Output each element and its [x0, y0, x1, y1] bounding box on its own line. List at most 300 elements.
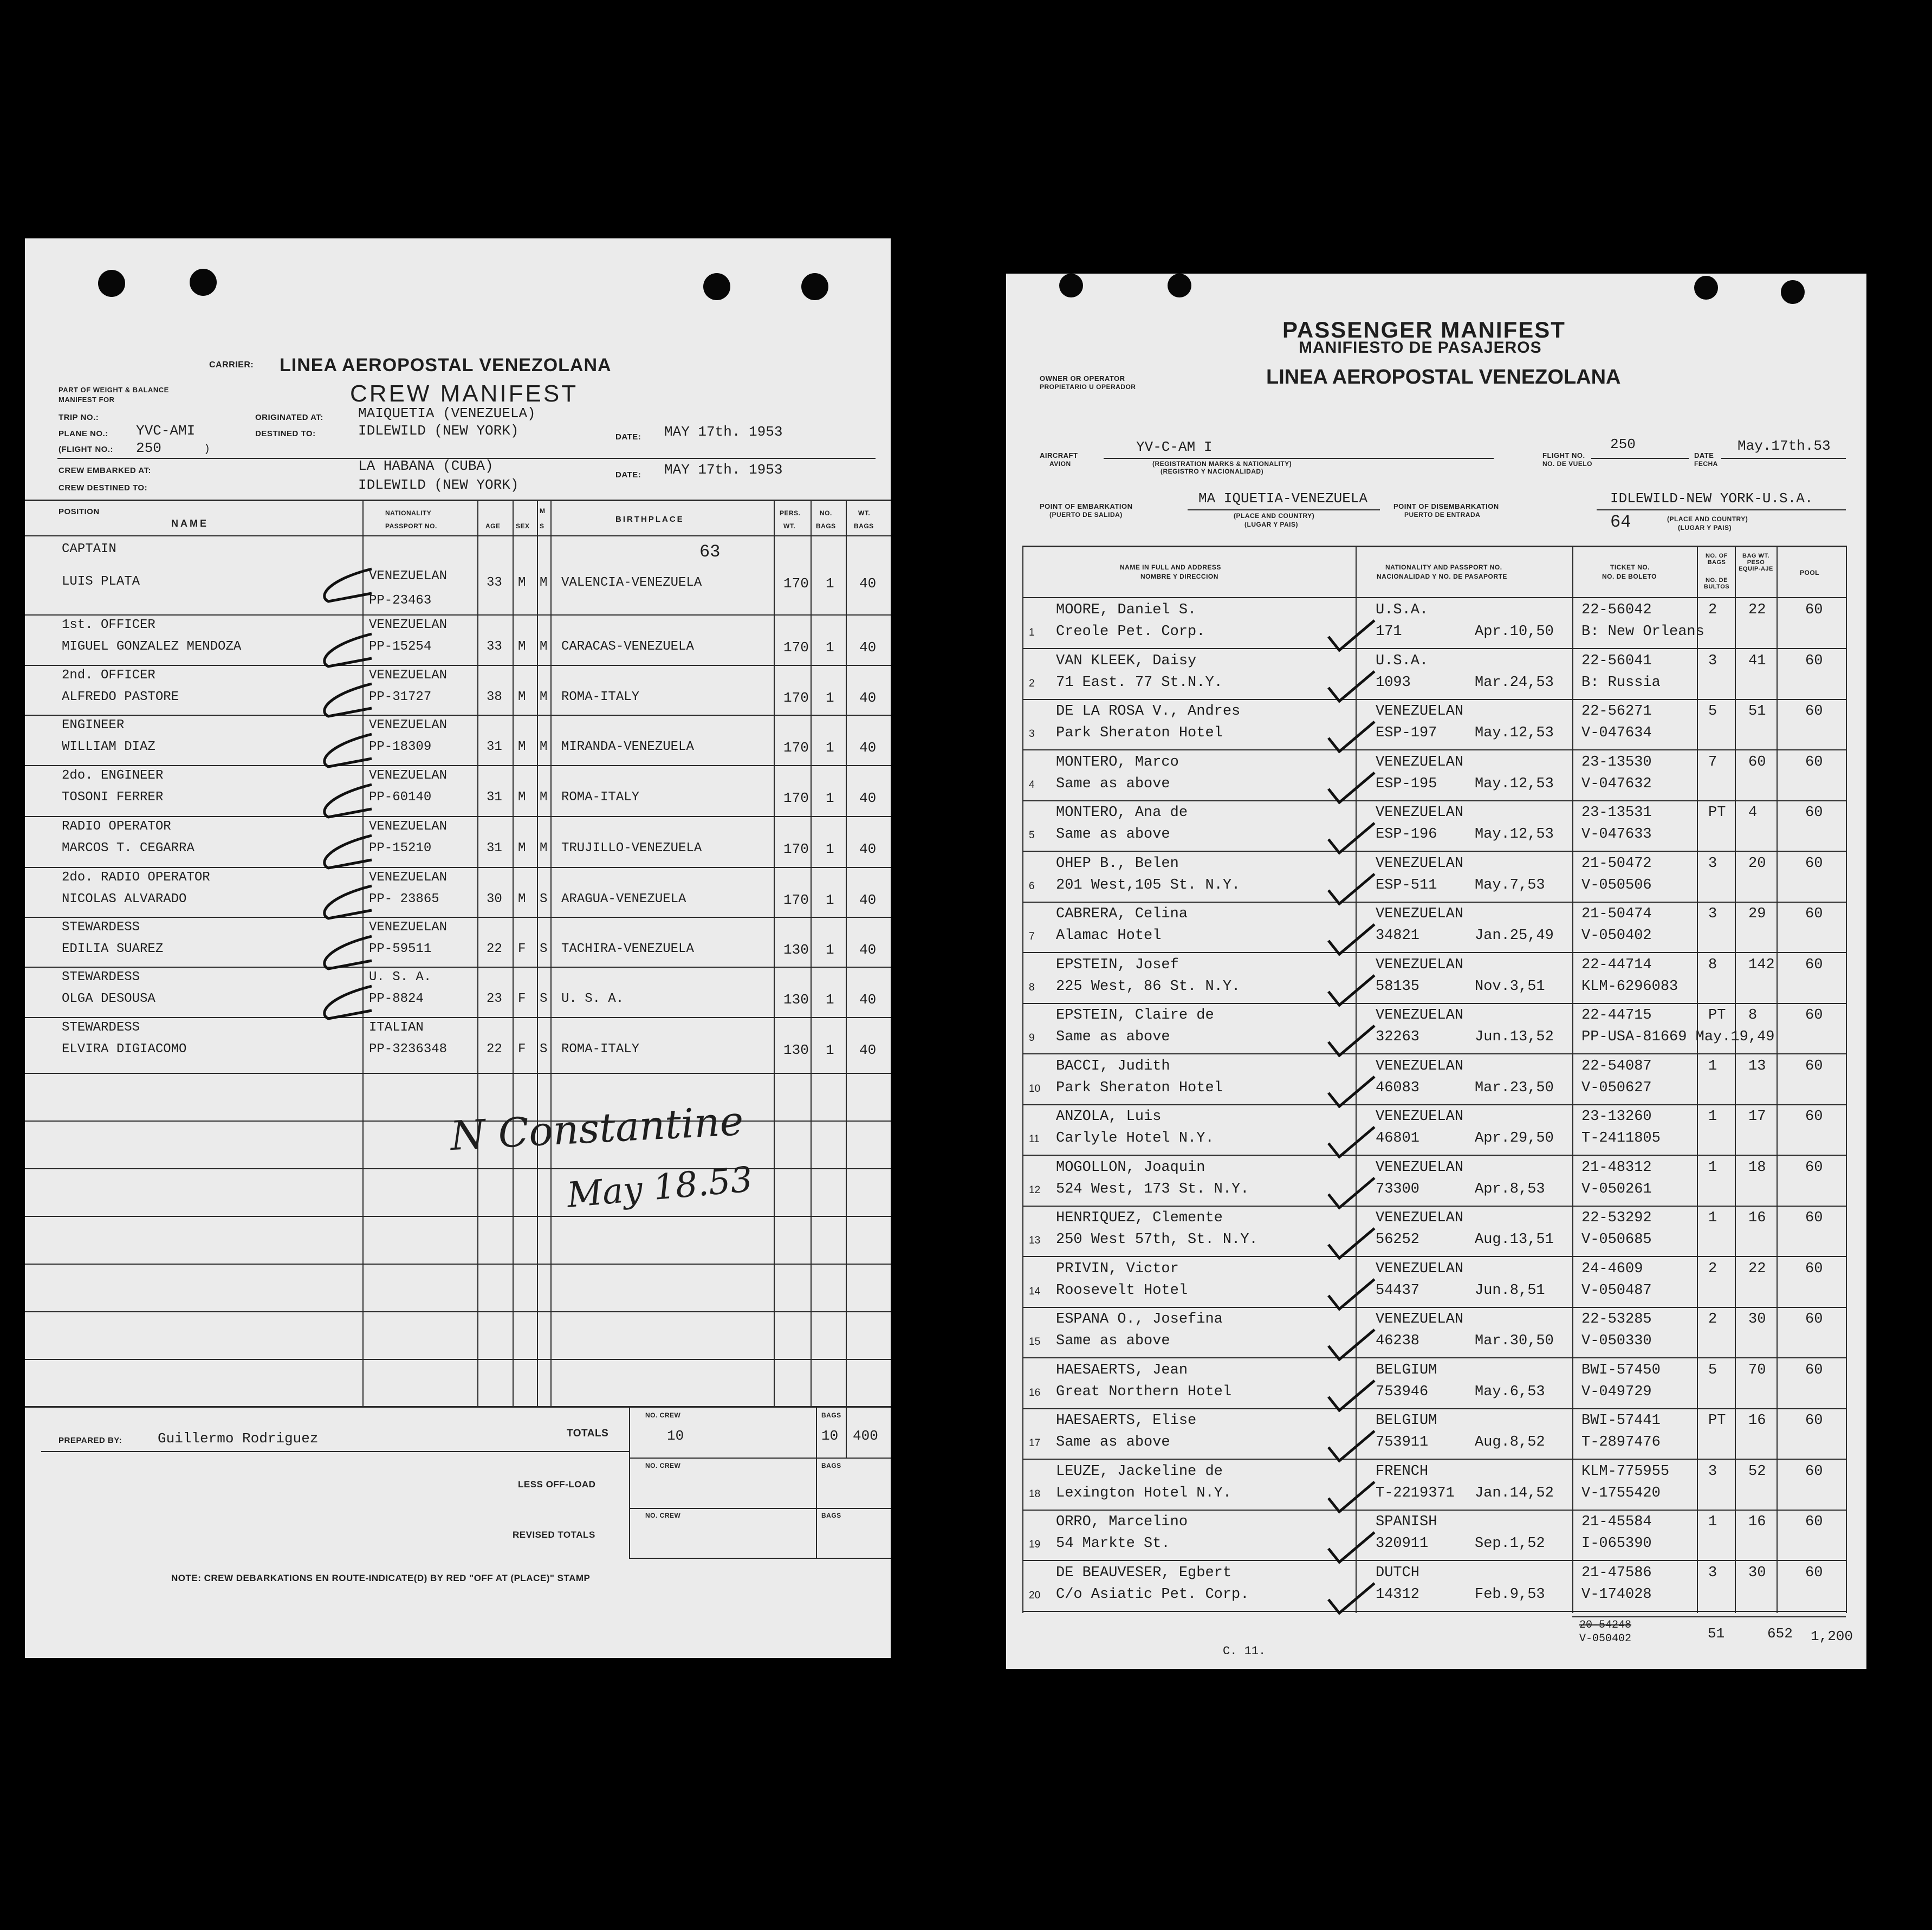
crew-bag-weight: 40 [859, 1042, 877, 1058]
ticket-number: 23-13531 [1581, 805, 1652, 821]
col-pers: PERS. [780, 509, 801, 517]
ticket-reference: B: Russia [1581, 675, 1661, 691]
no-crew-label: NO. CREW [645, 1462, 681, 1469]
place-label-es: (LUGAR Y PAIS) [1244, 521, 1299, 528]
passenger-name: MONTERO, Marco [1056, 754, 1179, 770]
col-age: AGE [485, 522, 501, 530]
crew-age: 33 [487, 575, 502, 590]
check-mark [1328, 1583, 1375, 1613]
crew-bag-weight: 40 [859, 841, 877, 857]
bag-weight: 22 [1748, 1261, 1766, 1277]
ticket-reference: V-047632 [1581, 776, 1652, 792]
passenger-name: HENRIQUEZ, Clemente [1056, 1210, 1223, 1226]
crew-passport: PP-8824 [369, 992, 424, 1006]
row-divider [25, 715, 891, 716]
row-divider [25, 1264, 891, 1265]
pool-value: 60 [1805, 1160, 1823, 1176]
crew-passport: PP- 23865 [369, 892, 439, 906]
check-mark [325, 986, 372, 1019]
crew-passport: PP-15210 [369, 841, 432, 856]
check-mark [325, 569, 372, 601]
punch-hole [190, 269, 217, 296]
bag-count: 8 [1708, 957, 1717, 973]
col-name: NAME [171, 518, 209, 529]
ticket-number: 21-45584 [1581, 1514, 1652, 1530]
check-mark [1328, 1532, 1375, 1562]
passenger-name: ORRO, Marcelino [1056, 1514, 1188, 1530]
punch-hole [703, 273, 730, 300]
passenger-address: Alamac Hotel [1056, 928, 1162, 944]
row-divider [25, 816, 891, 817]
pool-value: 60 [1805, 1413, 1823, 1429]
crew-personal-weight: 130 [783, 1042, 809, 1058]
passenger-name: PRIVIN, Victor [1056, 1261, 1179, 1277]
crew-personal-weight: 170 [783, 892, 809, 908]
crew-position: 1st. OFFICER [62, 618, 155, 632]
bag-count: 1 [1708, 1058, 1717, 1074]
passenger-name: DE LA ROSA V., Andres [1056, 703, 1241, 720]
bag-weight: 142 [1748, 957, 1775, 973]
place-label-es-2: (LUGAR Y PAIS) [1678, 524, 1732, 532]
passport-number: 73300 [1376, 1181, 1420, 1197]
crew-age: 30 [487, 892, 502, 906]
row-divider [25, 765, 891, 766]
bag-weight: 18 [1748, 1160, 1766, 1176]
total-bags: 51 [1708, 1625, 1725, 1642]
passenger-name: VAN KLEEK, Daisy [1056, 653, 1197, 669]
passport-number: 753911 [1376, 1434, 1429, 1450]
date-label-es: FECHA [1694, 460, 1718, 468]
row-divider [1022, 1611, 1846, 1612]
passenger-nationality: VENEZUELAN [1376, 1261, 1464, 1277]
bag-weight: 52 [1748, 1463, 1766, 1480]
row-divider [1022, 1256, 1846, 1257]
crew-sex: M [518, 690, 526, 704]
crew-marital-status: M [540, 575, 548, 590]
col-bags: NO. OF BAGS [1706, 553, 1728, 566]
check-mark [1328, 1330, 1375, 1359]
passenger-address: Park Sheraton Hotel [1056, 725, 1223, 741]
passport-number: 46801 [1376, 1130, 1420, 1147]
bag-count: PT [1708, 1007, 1726, 1024]
crew-birthplace: ARAGUA-VENEZUELA [561, 892, 686, 906]
passport-number: 58135 [1376, 979, 1420, 995]
passenger-nationality: VENEZUELAN [1376, 957, 1464, 973]
crew-nationality: VENEZUELAN [369, 618, 448, 632]
row-number: 9 [1029, 1032, 1035, 1044]
crew-personal-weight: 170 [783, 740, 809, 756]
bag-count: 3 [1708, 856, 1717, 872]
date-value: MAY 17th. 1953 [664, 424, 783, 440]
col-pers-wt: WT. [783, 522, 796, 530]
row-number: 16 [1029, 1387, 1041, 1398]
check-mark [1328, 1228, 1375, 1258]
row-divider [1022, 952, 1846, 953]
passenger-nationality: VENEZUELAN [1376, 1058, 1464, 1074]
flight-no-label: (FLIGHT NO.: [59, 445, 113, 454]
passenger-name: OHEP B., Belen [1056, 856, 1179, 872]
crew-passport: PP-18309 [369, 740, 432, 754]
ticket-number: 22-56271 [1581, 703, 1652, 720]
row-divider [25, 1216, 891, 1217]
passenger-address: Great Northern Hotel [1056, 1384, 1232, 1400]
crew-name: OLGA DESOUSA [62, 992, 155, 1006]
bag-count: 3 [1708, 1565, 1717, 1581]
crew-sex: M [518, 575, 526, 590]
crew-personal-weight: 170 [783, 690, 809, 706]
bag-count: 3 [1708, 906, 1717, 922]
disembark-label-es: PUERTO DE ENTRADA [1404, 511, 1481, 519]
pool-value: 60 [1805, 957, 1823, 973]
punch-hole [801, 273, 828, 300]
disembark-label: POINT OF DISEMBARKATION [1393, 502, 1499, 510]
passenger-nationality: FRENCH [1376, 1463, 1429, 1480]
pool-value: 60 [1805, 1058, 1823, 1074]
col-bag-weight: BAG WT. PESO EQUIP-AJE [1739, 553, 1773, 572]
passenger-nationality: VENEZUELAN [1376, 805, 1464, 821]
passenger-nationality: VENEZUELAN [1376, 1109, 1464, 1125]
row-number: 14 [1029, 1286, 1041, 1297]
passport-date: Aug.8,52 [1475, 1434, 1545, 1450]
crew-age: 31 [487, 790, 502, 805]
ticket-number: 21-47586 [1581, 1565, 1652, 1581]
bag-weight: 30 [1748, 1565, 1766, 1581]
crew-personal-weight: 130 [783, 942, 809, 958]
bag-count: 5 [1708, 703, 1717, 720]
footer-note: NOTE: CREW DEBARKATIONS EN ROUTE-INDICATE(D) BY RED "OFF AT (PLACE)" STAMP [171, 1573, 591, 1583]
passenger-manifest-sheet [1006, 274, 1866, 1669]
col-wt-bags: BAGS [854, 522, 874, 530]
col-ticket: TICKET NO. [1610, 564, 1650, 571]
bag-weight: 16 [1748, 1413, 1766, 1429]
passport-date: Mar.24,53 [1475, 675, 1554, 691]
crew-embarked-value: LA HABANA (CUBA) [358, 458, 494, 474]
passenger-address: Creole Pet. Corp. [1056, 624, 1205, 640]
crew-name: ALFREDO PASTORE [62, 690, 179, 704]
passenger-nationality: VENEZUELAN [1376, 856, 1464, 872]
crew-marital-status: S [540, 942, 548, 956]
crew-name: NICOLAS ALVARADO [62, 892, 187, 906]
passport-date: Nov.3,51 [1475, 979, 1545, 995]
col-pool: POOL [1800, 569, 1820, 577]
ticket-number: 21-50472 [1581, 856, 1652, 872]
crew-birthplace: TACHIRA-VENEZUELA [561, 942, 694, 956]
passenger-nationality: SPANISH [1376, 1514, 1437, 1530]
check-mark [325, 684, 372, 716]
pool-value: 60 [1805, 1514, 1823, 1530]
passport-number: 56252 [1376, 1232, 1420, 1248]
col-nationality: NATIONALITY AND PASSPORT NO. [1385, 564, 1502, 571]
passport-date: Mar.23,50 [1475, 1080, 1554, 1096]
passenger-nationality: VENEZUELAN [1376, 1311, 1464, 1327]
crew-sex: F [518, 992, 526, 1006]
crew-name: EDILIA SUAREZ [62, 942, 164, 956]
embark-label-es: (PUERTO DE SALIDA) [1049, 511, 1123, 519]
check-mark [1328, 1026, 1375, 1055]
crew-name: LUIS PLATA [62, 574, 140, 589]
aircraft-value: YV-C-AM I [1136, 439, 1213, 455]
crew-age: 31 [487, 740, 502, 754]
ticket-number: 21-50474 [1581, 906, 1652, 922]
punch-hole [1168, 274, 1191, 297]
page-number: 64 [1610, 512, 1631, 532]
carrier-name: LINEA AEROPOSTAL VENEZOLANA [280, 355, 612, 375]
col-bags: BAGS [816, 522, 836, 530]
date-label-2: DATE: [615, 470, 641, 480]
row-divider [1022, 851, 1846, 852]
passenger-nationality: U.S.A. [1376, 602, 1429, 618]
flight-label: FLIGHT NO. [1542, 451, 1585, 459]
col-ms-m: M [540, 507, 546, 515]
passenger-name: MONTERO, Ana de [1056, 805, 1188, 821]
crew-nationality: VENEZUELAN [369, 920, 448, 935]
check-mark [325, 785, 372, 817]
row-number: 7 [1029, 931, 1035, 942]
row-divider [1022, 1510, 1846, 1511]
col-no: NO. [820, 509, 832, 517]
col-position: POSITION [59, 507, 100, 516]
bag-weight: 16 [1748, 1514, 1766, 1530]
crew-age: 22 [487, 942, 502, 956]
crew-bag-weight: 40 [859, 892, 877, 908]
passenger-name: HAESAERTS, Jean [1056, 1362, 1188, 1378]
passport-number: 46238 [1376, 1333, 1420, 1349]
bag-weight: 60 [1748, 754, 1766, 770]
owner-label: OWNER OR OPERATOR [1040, 374, 1125, 383]
col-nationality-es: NACIONALIDAD Y NO. DE PASAPORTE [1377, 573, 1507, 580]
crew-bag-count: 1 [826, 639, 834, 656]
ticket-reference: V-050506 [1581, 877, 1652, 893]
crew-nationality: VENEZUELAN [369, 569, 448, 584]
check-mark [1328, 620, 1375, 650]
crew-bag-count: 1 [826, 992, 834, 1008]
passenger-address: 250 West 57th, St. N.Y. [1056, 1232, 1258, 1248]
passport-number: ESP-195 [1376, 776, 1437, 792]
passenger-address: Lexington Hotel N.Y. [1056, 1485, 1232, 1501]
crew-position: STEWARDESS [62, 920, 140, 935]
embark-label: POINT OF EMBARKATION [1040, 502, 1133, 510]
passport-date: Jun.13,52 [1475, 1029, 1554, 1045]
col-name: NAME IN FULL AND ADDRESS [1120, 564, 1221, 571]
crew-birthplace: ROMA-ITALY [561, 690, 640, 704]
bag-weight: 16 [1748, 1210, 1766, 1226]
crew-bag-count: 1 [826, 690, 834, 706]
check-mark [1328, 1381, 1375, 1410]
ticket-reference: V-174028 [1581, 1586, 1652, 1603]
passenger-address: 201 West,105 St. N.Y. [1056, 877, 1241, 893]
check-mark [1328, 924, 1375, 954]
passport-date: Feb.9,53 [1475, 1586, 1545, 1603]
bag-weight: 51 [1748, 703, 1766, 720]
punch-hole [1694, 276, 1718, 300]
pool-value: 60 [1805, 1565, 1823, 1581]
flight-no: 250 [136, 440, 161, 456]
crew-bag-count: 1 [826, 892, 834, 908]
passenger-address: Carlyle Hotel N.Y. [1056, 1130, 1214, 1147]
crew-position: STEWARDESS [62, 1020, 140, 1035]
crew-bag-weight: 40 [859, 690, 877, 706]
ticket-reference: V-050402 [1581, 928, 1652, 944]
row-divider [1022, 1155, 1846, 1156]
date-value: May.17th.53 [1737, 438, 1831, 454]
crew-bag-count: 1 [826, 841, 834, 857]
passenger-name: ANZOLA, Luis [1056, 1109, 1162, 1125]
row-number: 2 [1029, 678, 1035, 689]
col-ms-s: S [540, 522, 544, 530]
ticket-reference: V-049729 [1581, 1384, 1652, 1400]
passport-number: T-2219371 [1376, 1485, 1455, 1501]
row-divider [25, 867, 891, 868]
passenger-address: 524 West, 173 St. N.Y. [1056, 1181, 1249, 1197]
row-number: 4 [1029, 779, 1035, 791]
check-mark [1328, 1127, 1375, 1157]
crew-marital-status: M [540, 740, 548, 754]
crew-bag-weight: 40 [859, 575, 877, 592]
bag-weight: 30 [1748, 1311, 1766, 1327]
carrier-label: CARRIER: [209, 360, 254, 370]
passenger-address: Same as above [1056, 1434, 1170, 1450]
crew-sex: M [518, 841, 526, 856]
crew-marital-status: M [540, 790, 548, 805]
flight-label-es: NO. DE VUELO [1542, 460, 1593, 468]
place-label-2: (PLACE AND COUNTRY) [1667, 515, 1748, 523]
crew-sex: M [518, 639, 526, 654]
passenger-name: MOGOLLON, Joaquin [1056, 1160, 1205, 1176]
crew-bag-weight: 40 [859, 992, 877, 1008]
pool-value: 60 [1805, 805, 1823, 821]
page-number: 63 [699, 542, 721, 562]
passenger-name: HAESAERTS, Elise [1056, 1413, 1197, 1429]
row-divider [1022, 1408, 1846, 1409]
ticket-reference: V-1755420 [1581, 1485, 1661, 1501]
crew-position: RADIO OPERATOR [62, 819, 171, 834]
signature-date: May 18.53 [565, 1160, 754, 1216]
bag-count: 2 [1708, 1311, 1717, 1327]
col-birthplace: BIRTHPLACE [615, 515, 684, 524]
row-divider [1022, 1459, 1846, 1460]
trip-no-label: TRIP NO.: [59, 413, 99, 422]
crew-birthplace: VALENCIA-VENEZUELA [561, 575, 702, 590]
passenger-nationality: U.S.A. [1376, 653, 1429, 669]
row-divider [25, 967, 891, 968]
bag-count: 3 [1708, 1463, 1717, 1480]
passport-date: Apr.8,53 [1475, 1181, 1545, 1197]
row-divider [1022, 1357, 1846, 1358]
plane-no-label: PLANE NO.: [59, 429, 108, 438]
row-divider [1022, 648, 1846, 649]
crew-bag-weight: 40 [859, 942, 877, 958]
pool-value: 60 [1805, 653, 1823, 669]
crew-passport: PP-3236348 [369, 1042, 448, 1057]
row-divider [1022, 1104, 1846, 1105]
ticket-reference: V-050685 [1581, 1232, 1652, 1248]
check-mark [1328, 874, 1375, 904]
crew-manifest-sheet: CARRIER: LINEA AEROPOSTAL VENEZOLANA PART OF WEIGHT & BALANCE MANIFEST FOR CREW MANIFEST TRIP NO.: PLANE NO.: YVC-AMI (FLIGHT NO.: 250 ) ORIGINATED AT: MAIQUETIA (VENEZUELA) DESTINED TO: IDLEWILD (NEW YORK) DATE: MAY 17th. 1953 CREW EMBARKED AT: LA HABANA (CUBA) DATE: MAY 17th. 1953 CREW DESTINED TO: IDLEWILD (NEW YORK) POSITION NAME NATIONALITY PASSPORT NO. AGE SEX M S BIRTHPLACE PERS. WT. NO. BAGS WT. BAGS 63 CAPTAIN LUIS PLATA VENEZUELAN PP-23463 33 M M VALENCIA-VENEZUELA 170 1 40 1st. OFFICER MIGUEL GONZALEZ MENDOZA VENEZUELAN PP-15254 33 M M CARACAS-VENEZUELA 170 1 40 2nd. OFFICER ALFREDO PASTORE VENEZUELAN PP-31727 38 M M ROMA-ITALY 170 1 40 ENGINEER WILLIAM DIAZ VENEZUELAN PP-18309 31 M M MIRANDA-VENEZUELA 170 1 40 2do. ENGINEER TOSONI FERRER VENEZUELAN PP-60140 31 M M ROMA-ITALY 170 1 40 RADIO OPERATOR MARCOS T. CEGARRA VENEZUELAN PP-15210 31 M M TRUJILLO-VENEZUELA 170 1 40 2do. RADIO OPERATOR NICOLAS ALVARADO VENEZUELAN PP- 23865 30 M S ARAGUA-VENEZUELA 170 1 40 STEWARDESS EDILIA SUAREZ VENEZUELAN PP-59511 22 F S TACHIRA-VENEZUELA 130 1 40 STEWARDESS OLGA DESOUSA U. S. A. PP-8824 23 F S U. S. A. 130 1 40 STEWARDESS ELVIRA DIGIACOMO ITALIAN PP-3236348 22 F S ROMA-ITALY 130 1 40 N Constantine May 18.53 PREPARED BY: Guillermo Rodriguez TOTALS LESS OFF-LOAD REVISED TOTALS NO. CREW NO. CREW NO. CREW BAGS BAGS BAGS 10 10 400 NOTE: CREW DEBARKATIONS EN ROUTE-INDICATE(D) BY RED "OFF AT (PLACE)" STAMP [25, 238, 891, 1658]
punch-hole [1781, 280, 1805, 304]
operator-name: LINEA AEROPOSTAL VENEZOLANA [1266, 366, 1621, 388]
punch-hole [98, 270, 125, 297]
pool-value: 60 [1805, 602, 1823, 618]
crew-passport: PP-15254 [369, 639, 432, 654]
ticket-number: 23-13530 [1581, 754, 1652, 770]
check-mark [1328, 1077, 1375, 1106]
crew-age: 31 [487, 841, 502, 856]
col-sex: SEX [516, 522, 530, 530]
passport-date: May.12,53 [1475, 725, 1554, 741]
pool-value: 60 [1805, 906, 1823, 922]
passport-date: Sep.1,52 [1475, 1536, 1545, 1552]
crew-nationality: U. S. A. [369, 970, 432, 985]
crew-birthplace: ROMA-ITALY [561, 790, 640, 805]
crew-personal-weight: 170 [783, 575, 809, 592]
ticket-reference: T-2411805 [1581, 1130, 1661, 1147]
pool-value: 60 [1805, 703, 1823, 720]
passenger-address: Same as above [1056, 826, 1170, 843]
less-offload-label: LESS OFF-LOAD [518, 1479, 596, 1489]
ticket-number: BWI-57441 [1581, 1413, 1661, 1429]
originated-label: ORIGINATED AT: [255, 413, 323, 422]
check-mark [325, 836, 372, 868]
col-name-es: NOMBRE Y DIRECCION [1140, 573, 1218, 580]
crew-name: ELVIRA DIGIACOMO [62, 1042, 187, 1057]
ticket-number: 24-4609 [1581, 1261, 1643, 1277]
part-of-label: PART OF WEIGHT & BALANCE [59, 386, 169, 394]
passport-date: Jan.25,49 [1475, 928, 1554, 944]
crew-passport: PP-31727 [369, 690, 432, 704]
passport-number: 46083 [1376, 1080, 1420, 1096]
bag-weight: 70 [1748, 1362, 1766, 1378]
crew-sex: F [518, 942, 526, 956]
crew-bag-weight: 40 [859, 740, 877, 756]
aircraft-label: AIRCRAFT [1040, 451, 1078, 459]
pool-value: 60 [1805, 1311, 1823, 1327]
passport-date: Jun.8,51 [1475, 1283, 1545, 1299]
ticket-reference: PP-USA-81669 May.19,49 [1581, 1029, 1775, 1045]
crew-destined-label: CREW DESTINED TO: [59, 483, 148, 493]
passport-number: 54437 [1376, 1283, 1420, 1299]
crew-name: MARCOS T. CEGARRA [62, 841, 195, 856]
passenger-name: CABRERA, Celina [1056, 906, 1188, 922]
passport-number: 14312 [1376, 1586, 1420, 1603]
passenger-nationality: VENEZUELAN [1376, 1007, 1464, 1024]
crew-passport: PP-23463 [369, 593, 432, 608]
passenger-nationality: VENEZUELAN [1376, 1160, 1464, 1176]
date-label: DATE [1694, 451, 1714, 459]
check-mark [1328, 671, 1375, 701]
bag-count: PT [1708, 805, 1726, 821]
ticket-reference: V-050330 [1581, 1333, 1652, 1349]
passenger-address: 54 Markte St. [1056, 1536, 1170, 1552]
date-value-2: MAY 17th. 1953 [664, 462, 783, 478]
bag-weight: 29 [1748, 906, 1766, 922]
destined-label: DESTINED TO: [255, 429, 316, 438]
row-number: 8 [1029, 982, 1035, 993]
row-number: 17 [1029, 1437, 1041, 1449]
passenger-address: Roosevelt Hotel [1056, 1283, 1188, 1299]
pool-value: 60 [1805, 1109, 1823, 1125]
passenger-address: 71 East. 77 St.N.Y. [1056, 675, 1223, 691]
owner-label-es: PROPIETARIO U OPERADOR [1040, 383, 1136, 391]
crew-position: 2do. ENGINEER [62, 768, 164, 783]
total-pool: 1,200 [1811, 1628, 1853, 1644]
crew-sex: F [518, 1042, 526, 1057]
crew-position: CAPTAIN [62, 542, 116, 556]
originated-value: MAIQUETIA (VENEZUELA) [358, 405, 536, 422]
pool-value: 60 [1805, 1362, 1823, 1378]
crew-nationality: ITALIAN [369, 1020, 424, 1035]
bag-count: 5 [1708, 1362, 1717, 1378]
ticket-number: 22-53292 [1581, 1210, 1652, 1226]
